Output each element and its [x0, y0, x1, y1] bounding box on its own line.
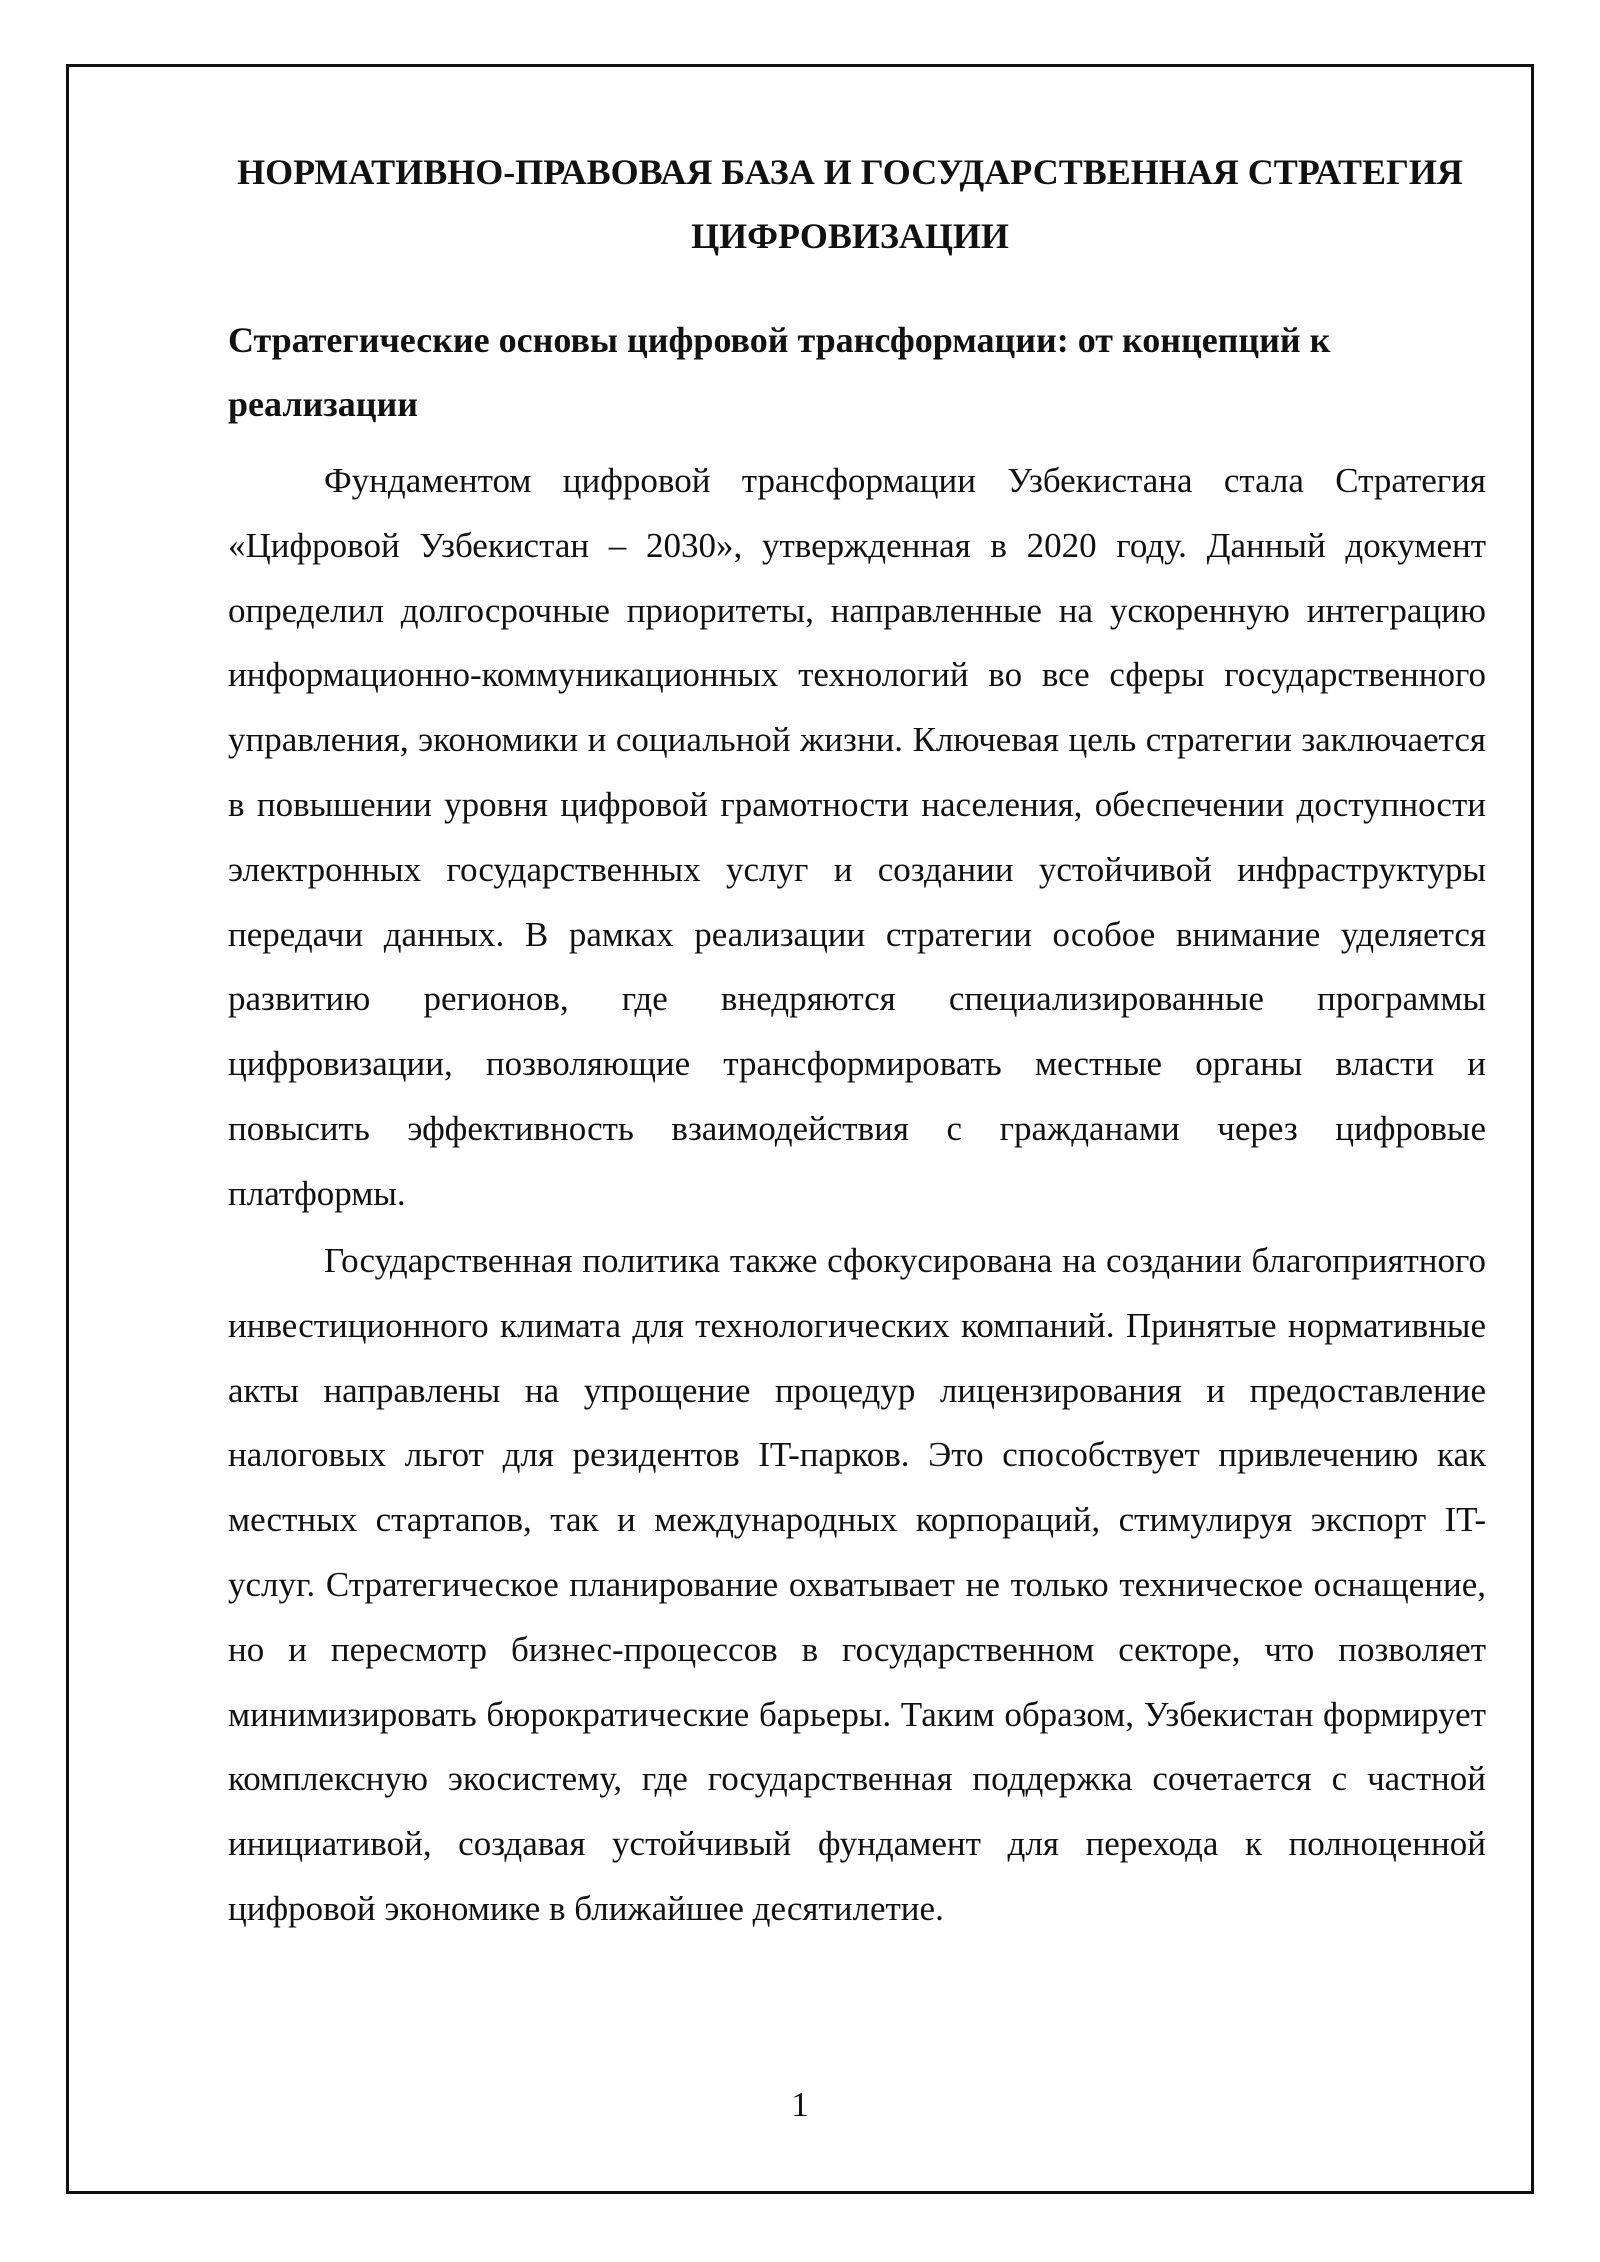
document-title: НОРМАТИВНО-ПРАВОВАЯ БАЗА И ГОСУДАРСТВЕННАЯ СТРАТЕГИЯ ЦИФРОВИЗАЦИИ — [237, 152, 1463, 256]
body-paragraph-2: Государственная политика также сфокусирована на создании благоприятного инвестиционного климата для технологических компаний. Принятые нормативные акты направлены на упрощение процедур лицензирования и предоставление налоговых льгот для резидентов IT-парков. Это способствует привлечению как местных стартапов, так и международных корпораций, стимулируя экспорт IT-услуг. Стратегическое планирование охватывает не только техническое оснащение, но и пересмотр бизнес-процессов в государственном секторе, что позволяет минимизировать бюрократические барьеры. Таким образом, Узбекистан формирует комплексную экосистему, где государственная поддержка сочетается с частной инициативой, создавая устойчивый фундамент для перехода к полноценной цифровой экономике в ближайшее десятилетие. — [228, 1241, 1486, 1928]
page-number: 1 — [791, 2085, 809, 2124]
body-paragraph-1: Фундаментом цифровой трансформации Узбекистана стала Стратегия «Цифровой Узбекистан – 2030», утвержденная в 2020 году. Данный документ определил долгосрочные приоритеты, направленные на ускоренную интеграцию информационно-коммуникационных технологий во все сферы государственного управления, экономики и социальной жизни. Ключевая цель стратегии заключается в повышении уровня цифровой грамотности населения, обеспечении доступности электронных государственных услуг и создании устойчивой инфраструктуры передачи данных. В рамках реализации стратегии особое внимание уделяется развитию регионов, где внедряются специализированные программы цифровизации, позволяющие трансформировать местные органы власти и повысить эффективность взаимодействия с гражданами через цифровые платформы. — [228, 461, 1486, 1213]
section-heading: Стратегические основы цифровой трансформации: от концепций к реализации — [228, 320, 1331, 424]
